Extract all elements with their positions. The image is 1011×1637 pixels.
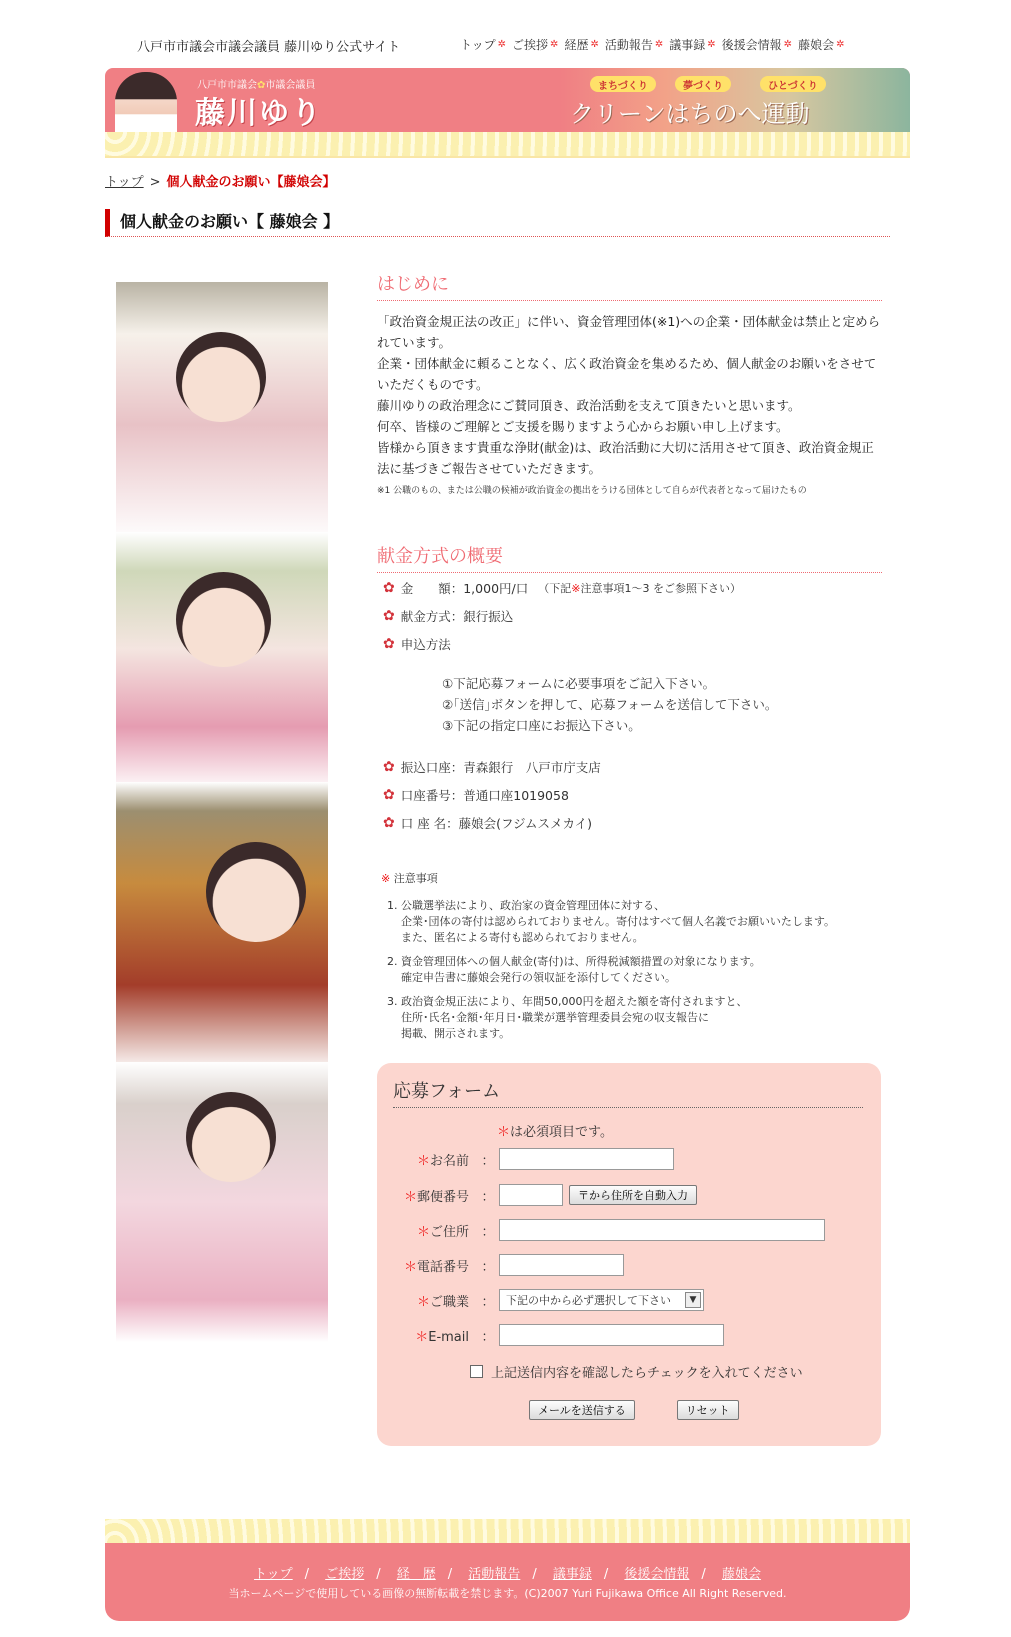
- pill-machizukuri: まちづくり: [590, 76, 656, 92]
- reset-button[interactable]: リセット: [677, 1400, 739, 1420]
- account-number: ✿ 口座番号：普通口座1019058: [383, 787, 569, 803]
- intro-text: 「政治資金規正法の改正」に伴い、資金管理団体(※1)への企業・団体献金は禁止と定められています。 企業・団体献金に頼ることなく、広く政治資金を集めるため、個人献金のお願いをさせていただくものです。 藤川ゆりの政治理念にご賛同頂き、政治活動を支えて頂きたいと思います。 何卒、皆様のご理解とご支援を賜りますよう心からお願い申し上げます。 皆様から頂きます貴重な浄財(献金)は、政治活動に大切に活用させて頂き、政治資金規正法に基づきご報告させていただきます。: [377, 314, 881, 476]
- address-input[interactable]: [499, 1219, 825, 1241]
- flower-icon: ✿: [257, 80, 266, 91]
- method-apply: ✿ 申込方法: [383, 636, 451, 652]
- caution-item: 3. 政治資金規正法により、年間50,000円を超えた額を寄付されますと、 住所･氏名･金額･年月日･職業が選挙管理委員会宛の収支報告に 掲載、開示されます。: [401, 994, 882, 1042]
- apply-steps: ①下記応募フォームに必要事項をご記入下さい。 ②｢送信｣ボタンを押して、応募フォームを送信して下さい。 ③下記の指定口座にお振込下さい。: [442, 676, 778, 733]
- required-note: ＊は必須項目です。: [497, 1125, 613, 1140]
- nav-item-activity[interactable]: 活動報告 ✲: [604, 38, 664, 52]
- phone-row: ＊電話番号 ：: [377, 1253, 624, 1277]
- flower-bullet-icon: ✿: [383, 608, 395, 624]
- intro-footnote: ※1 公職のもの、または公職の候補が政治資金の拠出をうける団体として自らが代表者となって届けたもの: [377, 486, 807, 496]
- breadcrumb-separator: >: [149, 175, 161, 190]
- star-icon: ✲: [707, 39, 716, 50]
- breadcrumb-current: 個人献金のお願い【藤娘会】: [166, 175, 336, 190]
- footer-link-minutes[interactable]: 議事録: [552, 1567, 592, 1582]
- main-content: [377, 270, 882, 1050]
- flower-bullet-icon: ✿: [383, 815, 395, 831]
- footer-nav: トップ / ご挨拶 / 経 歴 / 活動報告 / 議事録 / 後援会情報 / 藤娘会: [254, 1567, 761, 1582]
- form-title: 応募フォーム: [393, 1077, 863, 1108]
- footer-link-fujimusume[interactable]: 藤娘会: [721, 1567, 761, 1582]
- flower-bullet-icon: ✿: [383, 636, 395, 652]
- lace-border: [105, 132, 910, 158]
- flower-bullet-icon: ✿: [383, 580, 395, 596]
- banner-scenery: [560, 68, 910, 132]
- breadcrumb-home[interactable]: トップ: [105, 175, 144, 190]
- required-mark: ＊: [497, 1125, 511, 1140]
- name-row: ＊お名前 ：: [377, 1147, 674, 1171]
- star-icon: ✲: [836, 39, 845, 50]
- footer-link-top[interactable]: トップ: [254, 1567, 293, 1582]
- name-input[interactable]: [499, 1148, 674, 1170]
- email-input[interactable]: [499, 1324, 724, 1346]
- account-bank: ✿ 振込口座：青森銀行 八戸市庁支店: [383, 759, 601, 775]
- caution-list: [377, 898, 882, 1042]
- photo-3: [116, 782, 328, 1072]
- auto-address-button[interactable]: 〒から住所を自動入力: [569, 1185, 697, 1205]
- confirm-checkbox[interactable]: [470, 1365, 483, 1378]
- postal-code-input[interactable]: [499, 1184, 563, 1206]
- banner-slogan: クリーンはちのへ運動: [570, 100, 810, 128]
- footer-link-career[interactable]: 経 歴: [396, 1567, 436, 1582]
- footer: [105, 1543, 910, 1621]
- nav-item-supporters[interactable]: 後援会情報 ✲: [721, 38, 793, 52]
- footer-link-supporters[interactable]: 後援会情報: [624, 1567, 690, 1582]
- confirm-row: 上記送信内容を確認したらチェックを入れてください: [470, 1359, 803, 1383]
- nav-item-career[interactable]: 経歴 ✲: [564, 38, 599, 52]
- caution-item: 1. 公職選挙法により、政治家の資金管理団体に対する、 企業･団体の寄付は認められておりません。寄付はすべて個人名義でお願いいたします。 また、匿名による寄付も認められておりません。: [401, 898, 882, 946]
- flower-bullet-icon: ✿: [383, 787, 395, 803]
- application-form: [377, 1063, 881, 1446]
- portrait-photo: [115, 72, 177, 132]
- site-title: 八戸市市議会市議会議員 藤川ゆり公式サイト: [137, 40, 401, 55]
- method-amount: ✿ 金 額：1,000円/口 （下記 ※ 注意事項1～3 をご参照下さい）: [383, 580, 741, 596]
- chevron-down-icon[interactable]: ▼: [685, 1292, 701, 1308]
- nav-item-fujimusume[interactable]: 藤娘会 ✲: [798, 38, 845, 52]
- star-icon: ✲: [497, 39, 507, 50]
- breadcrumb: [105, 171, 336, 190]
- copyright: 当ホームページで使用している画像の無断転載を禁じます。(C)2007 Yuri Fujikawa Office All Right Reserved.: [228, 1587, 787, 1600]
- job-select[interactable]: 下記の中から必ず選択して下さい ▼: [499, 1289, 704, 1311]
- footer-lace: [105, 1519, 910, 1543]
- account-name: ✿ 口 座 名：藤娘会(フジムスメカイ): [383, 815, 593, 831]
- intro-heading: はじめに: [377, 270, 882, 301]
- pill-yumezukuri: 夢づくり: [675, 76, 731, 92]
- address-row: ＊ご住所 ：: [377, 1218, 825, 1242]
- photo-2: [116, 532, 328, 792]
- nav-item-greeting[interactable]: ご挨拶 ✲: [512, 38, 559, 52]
- top-nav: [460, 36, 844, 53]
- nav-item-top[interactable]: トップ ✲: [460, 38, 507, 52]
- postal-row: ＊郵便番号 ： 〒から住所を自動入力: [377, 1183, 697, 1207]
- footer-link-greeting[interactable]: ご挨拶: [325, 1567, 365, 1582]
- method-type: ✿ 献金方式：銀行振込: [383, 608, 514, 624]
- phone-input[interactable]: [499, 1254, 624, 1276]
- pill-hitozukuri: ひとづくり: [760, 76, 826, 92]
- footer-link-activity[interactable]: 活動報告: [468, 1567, 521, 1582]
- caution-heading: ※ 注意事項: [381, 872, 438, 885]
- photo-column: [116, 282, 328, 1342]
- caution-item: 2. 資金管理団体への個人献金(寄付)は、所得税減額措置の対象になります。 確定申告書に藤娘会発行の領収証を添付してください。: [401, 954, 882, 986]
- flower-bullet-icon: ✿: [383, 759, 395, 775]
- page-title: 個人献金のお願い【 藤娘会 】: [105, 209, 890, 237]
- star-icon: ✲: [590, 39, 599, 50]
- star-icon: ✲: [550, 39, 559, 50]
- method-heading: 献金方式の概要: [377, 542, 882, 573]
- header-banner: [105, 68, 910, 132]
- star-icon: ✲: [654, 39, 664, 50]
- banner-name: 藤川ゆり: [195, 96, 323, 131]
- form-buttons: [529, 1398, 739, 1422]
- email-row: ＊E-mail ：: [377, 1323, 724, 1347]
- nav-item-minutes[interactable]: 議事録 ✲: [669, 38, 716, 52]
- photo-4: [116, 1062, 328, 1342]
- banner-subtitle: 八戸市市議会✿市議会議員: [197, 80, 316, 91]
- job-row: ＊ご職業 ： 下記の中から必ず選択して下さい ▼: [377, 1288, 704, 1312]
- photo-1: [116, 282, 328, 542]
- submit-button[interactable]: メールを送信する: [529, 1400, 635, 1420]
- star-icon: ✲: [783, 39, 793, 50]
